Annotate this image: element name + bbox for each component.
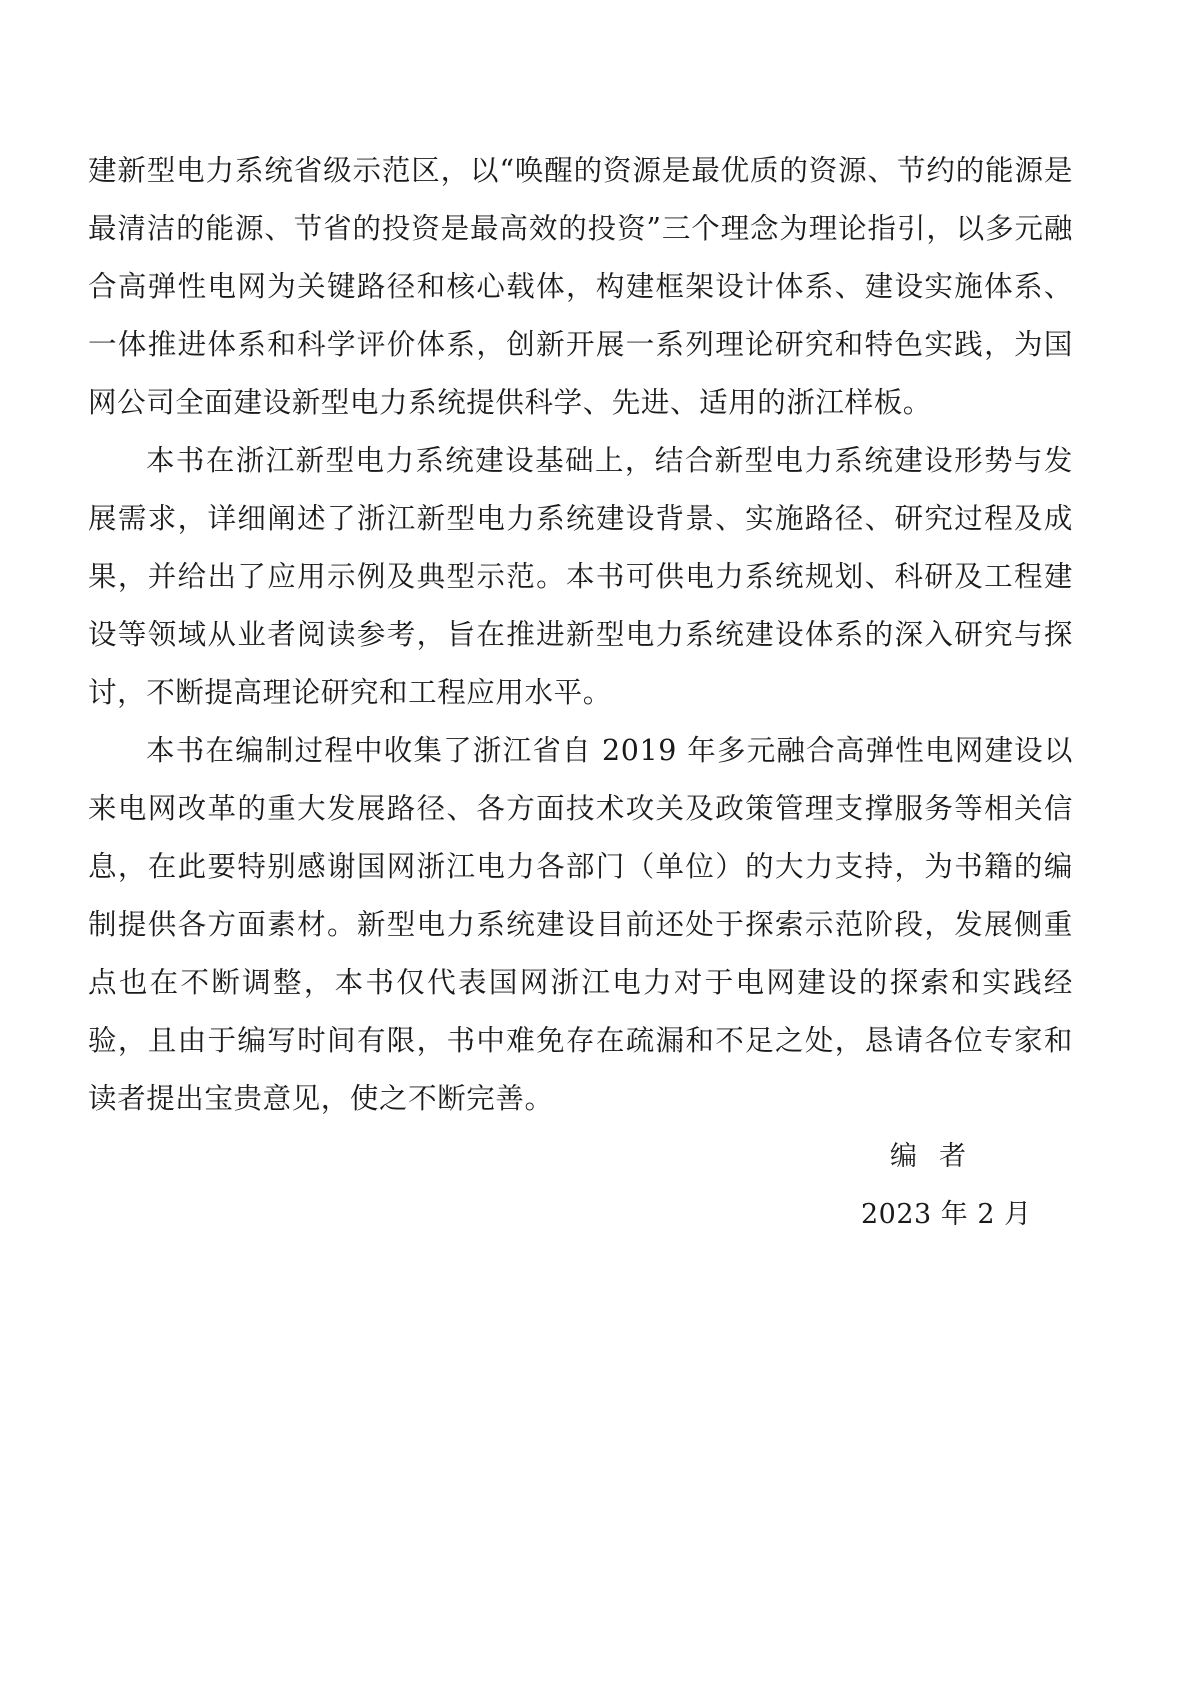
- signature-author: 编者: [890, 1141, 988, 1172]
- paragraph-acknowledgement: 本书在编制过程中收集了浙江省自 2019 年多元融合高弹性电网建设以来电网改革的重大发展路径、各方面技术攻关及政策管理支撑服务等相关信息，在此要特别感谢国网浙江电力各部门（单位）的大力支持，为书籍的编制提供各方面素材。新型电力系统建设目前还处于探索示范阶段，发展侧重点也在不断调整，本书仅代表国网浙江电力对于电网建设的探索和实践经验，且由于编写时间有限，书中难免存在疏漏和不足之处，恳请各位专家和读者提出宝贵意见，使之不断完善。: [88, 734, 1073, 1115]
- document-body: [88, 142, 1073, 1128]
- signature-date: 2023 年 2 月: [861, 1199, 1032, 1230]
- paragraph-book-overview: 本书在浙江新型电力系统建设基础上，结合新型电力系统建设形势与发展需求，详细阐述了浙江新型电力系统建设背景、实施路径、研究过程及成果，并给出了应用示例及典型示范。本书可供电力系统规划、科研及工程建设等领域从业者阅读参考，旨在推进新型电力系统建设体系的深入研究与探讨，不断提高理论研究和工程应用水平。: [88, 444, 1073, 709]
- paragraph-continued: 建新型电力系统省级示范区，以“唤醒的资源是最优质的资源、节约的能源是最清洁的能源、节省的投资是最高效的投资”三个理念为理论指引，以多元融合高弹性电网为关键路径和核心载体，构建框架设计体系、建设实施体系、一体推进体系和科学评价体系，创新开展一系列理论研究和特色实践，为国网公司全面建设新型电力系统提供科学、先进、适用的浙江样板。: [88, 154, 1073, 419]
